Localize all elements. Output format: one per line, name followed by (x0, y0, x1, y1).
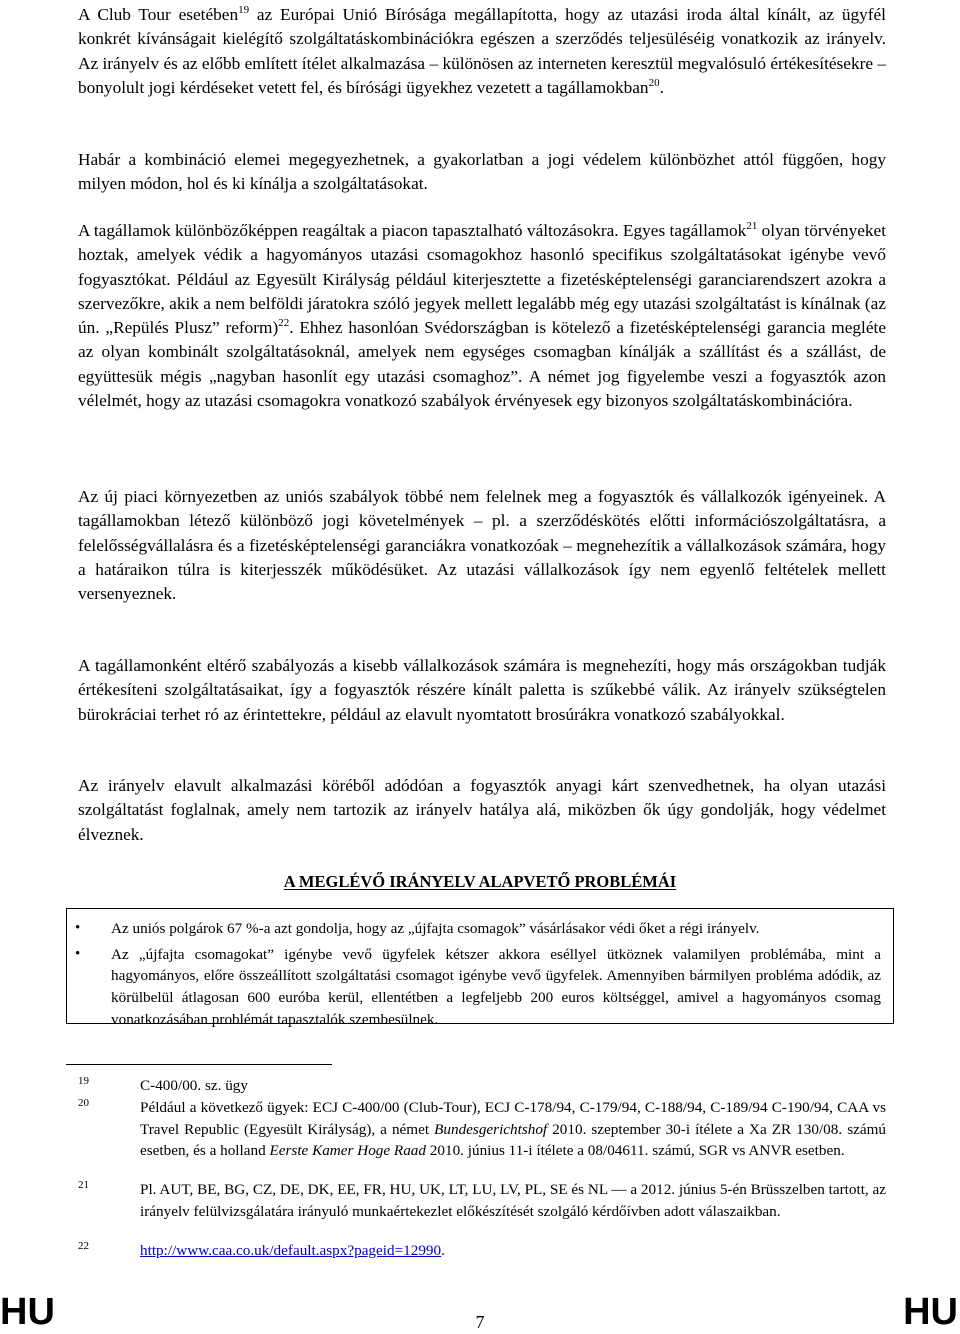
footnote-number: 19 (78, 1075, 89, 1087)
footnote-ref-19[interactable]: 19 (238, 4, 250, 17)
problems-list (67, 918, 893, 1031)
footnote-separator (66, 1064, 332, 1065)
footnote-number: 21 (78, 1179, 89, 1191)
paragraph-5: A tagállamonként eltérő szabályozás a kisebb vállalkozások számára is megnehezíti, hogy más országokban tudják értékesíteni szolgáltatásaikat, így a fogyasztók részére kínált paletta is szűkebbé válik. Az irányelv szükségtelen bürokráciai terhet ró az érintettekre, például az elavult nyomtatott brosúrákra vonatkozó szabályokkal. (78, 656, 886, 724)
footnote-number: 20 (78, 1097, 89, 1109)
paragraph-2: Habár a kombináció elemei megegyezhetnek, a gyakorlatban a jogi védelem különbözhet attól függően, hogy milyen módon, hol és ki kínálja a szolgáltatásokat. (78, 150, 886, 194)
page-number: 7 (475, 1312, 485, 1332)
footer-language-left: HU (0, 1291, 55, 1333)
footnote-ref-20[interactable]: 20 (648, 77, 660, 90)
list-item: • Az „újfajta csomagokat” igénybe vevő ügyfelek kétszer akkora eséllyel ütköznek valamilyen problémába, mint a hagyományos, előre összeállított szolgáltatási csomagot igénybe vevő ügyfelek. Amennyiben bármilyen probléma adódik, az körülbelül átlagosan 600 euróba kerül, ellentétben a legfeljebb 200 euros költséggel, amivel a hagyományos csomag vonatkozásában problémát tapasztalók szembesülnek. (67, 944, 893, 1031)
footnote-ref-22[interactable]: 22 (278, 317, 290, 330)
problems-box (66, 908, 894, 1028)
footnote-ref-21[interactable]: 21 (746, 220, 758, 233)
footer-language-right: HU (903, 1291, 958, 1333)
footnote-text: Például a következő ügyek: ECJ C-400/00 (Club-Tour), ECJ C-178/94, C-179/94, C-188/94, C-189/94 C-190/94, CAA vs Travel Republic (Egyesült Királyság), a német Bundesgerichtshof 2010. szeptember 30-i ítélete a Xa ZR 130/08. számú esetben, és a holland Eerste Kamer Hoge Raad 2010. június 11-i ítélete a 08/04611. számú, SGR vs ANVR esetben. (140, 1099, 887, 1160)
footnote-text: C-400/00. sz. ügy (140, 1077, 248, 1094)
section-heading: A MEGLÉVŐ IRÁNYELV ALAPVETŐ PROBLÉMÁI (283, 872, 677, 891)
footnote-text: http://www.caa.co.uk/default.aspx?pageid=12990. (140, 1242, 445, 1259)
footnote-number: 22 (78, 1240, 89, 1252)
paragraph-1: A Club Tour esetében$^{19}$ az Európai Unió Bírósága megállapította, hogy az utazási iroda által kínált, az ügyfél konkrét kívánságait kielégítő szolgáltatáskombinációkra egészen a szerződés teljesüléséig vonatkozik az irányelv. Az irányelv és az előbb említett ítélet alkalmazása – különösen az interneten keresztül megvalósuló értékesítésekre – bonyolult jogi kérdéseket vetett fel, és bírósági ügyekhez vezetett a tagállamokban$^{20}$. (78, 4, 886, 97)
footnote-text: Pl. AUT, BE, BG, CZ, DE, DK, EE, FR, HU, UK, LT, LU, LV, PL, SE és NL — a 2012. június 5-én Brüsszelben tartott, az irányelv felülvizsgálatára irányuló munkaértekezlet előkészítését szolgáló kérdőívben adott válaszaikban. (140, 1181, 886, 1220)
caa-link[interactable]: http://www.caa.co.uk/default.aspx?pageid=12990 (140, 1242, 442, 1259)
paragraph-4: Az új piaci környezetben az uniós szabályok többé nem felelnek meg a fogyasztók és vállalkozók igényeinek. A tagállamokban létező különböző jogi követelmények – pl. a szerződéskötés előtti információszolgáltatásra, a felelősségvállalásra és a fizetésképtelenségi garanciákra vonatkozóak – megnehezítik a vállalkozások számára, hogy a határaikon túlra is kiterjesszék működésüket. Az utazási vállalkozások így nem egyenlő feltételek mellett versenyeznek. (78, 487, 886, 604)
paragraph-6: Az irányelv elavult alkalmazási köréből adódóan a fogyasztók anyagi kárt szenvedhetnek, ha olyan utazási szolgáltatást foglalnak, amely nem tartozik az irányelv hatálya alá, miközben ők úgy gondolják, hogy védelmet élveznek. (78, 776, 886, 844)
paragraph-3: A tagállamok különbözőképpen reagáltak a piacon tapasztalható változásokra. Egyes tagállamok$^{21}$ olyan törvényeket hoztak, amelyek védik a hagyományos utazási csomagokhoz hasonló specifikus szolgáltatásokat igénybe vevő fogyasztókat. Például az Egyesült Királyság például kiterjesztette a fizetésképtelenségi garanciarendszert azokra a szervezőkre, akik a nem belföldi járatokra szóló jegyek mellett legalább még egy utazási szolgáltatást is kínálnak (az ún. „Repülés Plusz” reform)$^{22}$. Ehhez hasonlóan Svédországban is kötelező a fizetésképtelenségi garancia megléte az olyan kombinált szolgáltatásoknál, amelyek nem egységes csomagban kínálják a szállítást és a szállást, de együttesük mégis „nagyban hasonlít egy utazási csomaghoz”. A német jog figyelembe veszi a fogyasztók azon vélelmét, hogy az utazási csomagokra vonatkozó szabályok érvényesek egy bizonyos szolgáltatáskombinációra. (78, 220, 886, 411)
list-item: • Az uniós polgárok 67 %-a azt gondolja, hogy az „újfajta csomagok” vásárlásakor védi őket a régi irányelv. (67, 918, 893, 940)
